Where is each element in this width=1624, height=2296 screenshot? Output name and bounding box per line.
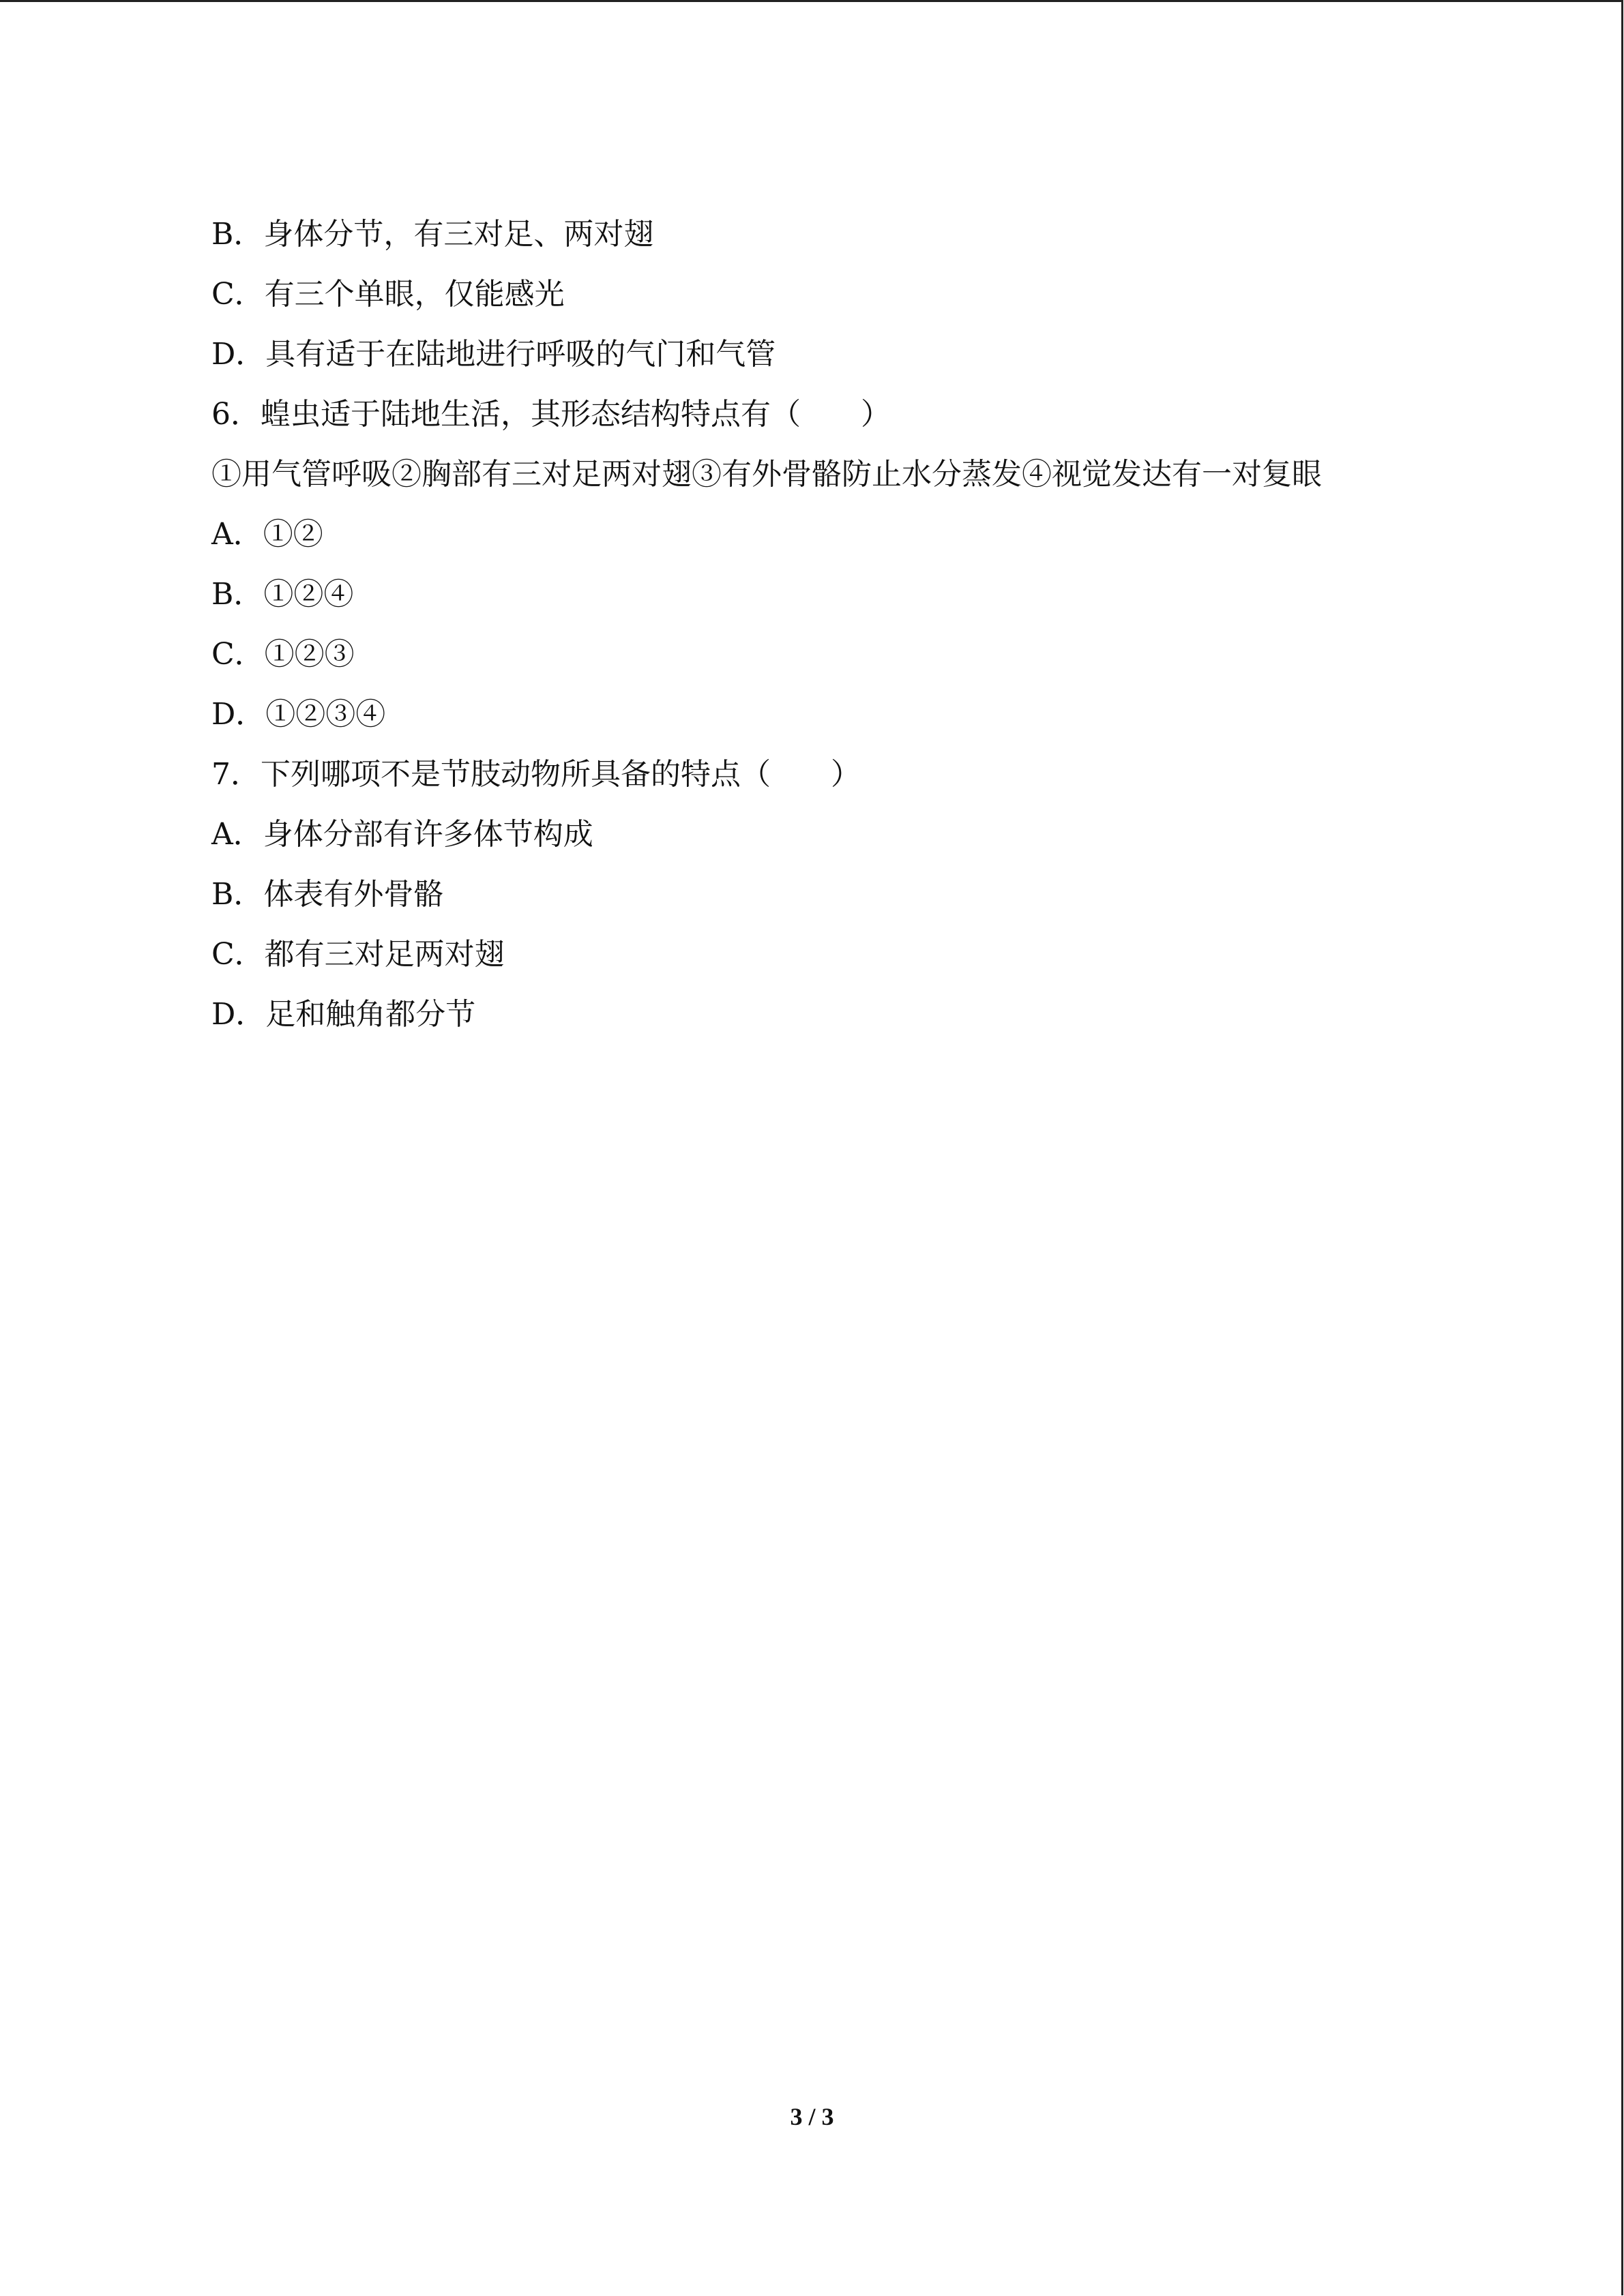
- q5-option-c: C．有三个单眼，仅能感光: [211, 277, 565, 312]
- q7-option-a: A．身体分部有许多体节构成: [211, 817, 593, 852]
- q6-option-d: D．①②③④: [211, 697, 386, 732]
- page-number: 3 / 3: [790, 2103, 834, 2130]
- question-6: 6．蝗虫适于陆地生活，其形态结构特点有（ ）: [211, 397, 891, 432]
- q5-option-b: B．身体分节，有三对足、两对翅: [211, 217, 654, 252]
- q6-option-a: A．①②: [211, 517, 323, 552]
- q6-statements: ①用气管呼吸②胸部有三对足两对翅③有外骨骼防止水分蒸发④视觉发达有一对复眼: [211, 457, 1322, 492]
- q6-option-b: B．①②④: [211, 577, 354, 612]
- document-body: [211, 205, 1507, 1045]
- question-7: 7．下列哪项不是节肢动物所具备的特点（ ）: [211, 757, 861, 792]
- q5-option-d: D．具有适于在陆地进行呼吸的气门和气管: [211, 337, 776, 372]
- q7-option-d: D．足和触角都分节: [211, 997, 476, 1032]
- q7-option-c: C．都有三对足两对翅: [211, 937, 505, 972]
- q7-option-b: B．体表有外骨骼: [211, 877, 444, 912]
- q6-option-c: C．①②③: [211, 637, 355, 672]
